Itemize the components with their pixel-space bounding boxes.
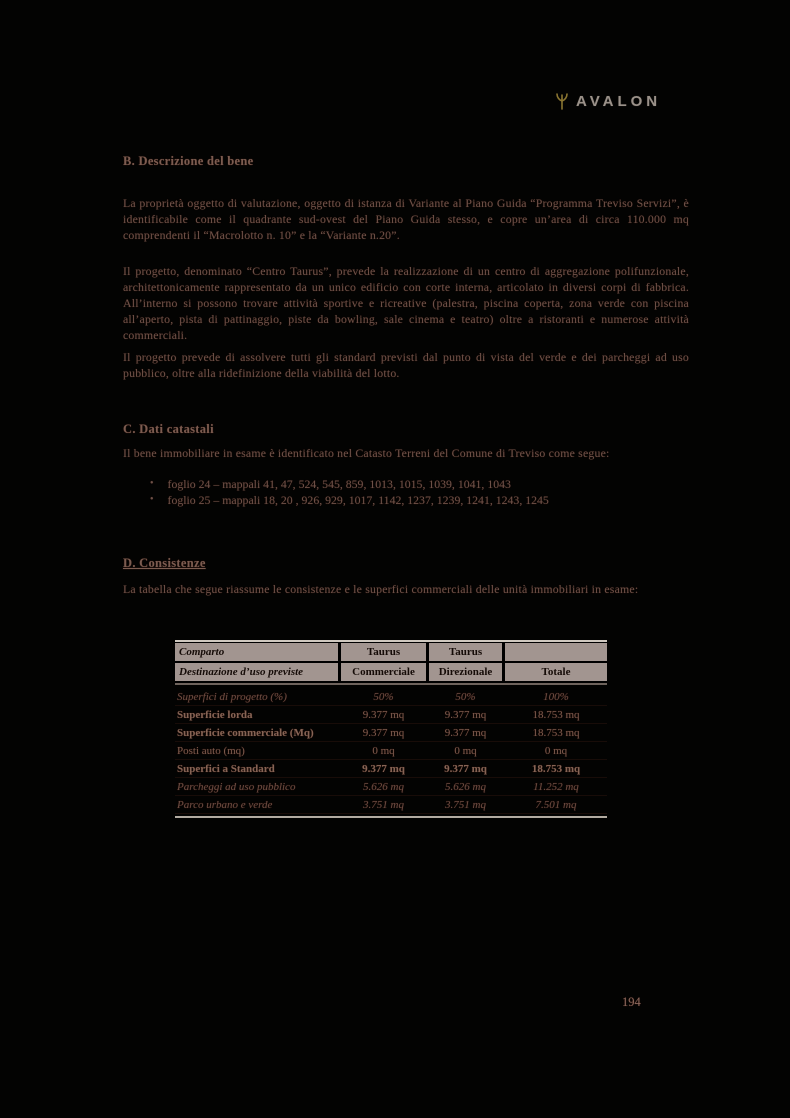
section-b-paragraph-1: La proprietà oggetto di valutazione, oggetto di istanza di Variante al Piano Guida “Programma Treviso Servizi”, è identificabile come il quadrante sud-ovest del Piano Guida stesso, e copre un’area di circa 110.000 mq comprendenti il “Macrolotto n. 10” e la “Variante n.20”.: [123, 196, 689, 242]
header-cell: Commerciale: [341, 663, 426, 681]
consistency-table: [175, 640, 607, 818]
avalon-logo: [553, 91, 661, 111]
table-header: [175, 640, 607, 685]
cadastral-list: [150, 476, 670, 508]
cell-value: 18.753 mq: [531, 762, 581, 775]
table-row: [175, 742, 607, 760]
table-header-row: [175, 643, 607, 661]
list-item: [150, 492, 670, 508]
cell-value: 18.753 mq: [532, 726, 580, 739]
cell-value: 9.377 mq: [362, 762, 405, 775]
header-cell: Direzionale: [429, 663, 502, 681]
row-label: Posti auto (mq): [177, 744, 245, 757]
page-number: 194: [622, 995, 641, 1009]
section-c-heading: C. Dati catastali: [123, 422, 214, 436]
cell-value: 9.377 mq: [444, 726, 487, 739]
cell-value: 11.252 mq: [533, 780, 579, 793]
row-label: Superfici di progetto (%): [177, 690, 287, 703]
row-label: Superficie commerciale (Mq): [177, 726, 314, 739]
cell-value: 9.377 mq: [444, 762, 487, 775]
bullet-icon: •: [150, 494, 154, 505]
cell-value: 9.377 mq: [444, 708, 487, 721]
section-b-heading: B. Descrizione del bene: [123, 154, 254, 168]
list-item: [150, 476, 670, 492]
cell-value: 3.751 mq: [363, 798, 404, 811]
header-cell: Taurus: [341, 643, 426, 661]
cell-value: 0 mq: [372, 744, 395, 757]
cell-value: 50%: [455, 690, 476, 703]
cell-value: 100%: [543, 690, 569, 703]
cell-value: 9.377 mq: [362, 708, 405, 721]
section-b-paragraph-2: Il progetto, denominato “Centro Taurus”, prevede la realizzazione di un centro di aggregazione polifunzionale, architettonicamente rappresentato da un unico edificio con corte interna, articolato in diversi corpi di fabbrica. All’interno si possono trovare attività sportive e ricreative (palestra, piscina coperta, zona verde con piscina all’aperto, pista di pattinaggio, piste da bowling, sale cinema e teatro) oltre a ristoranti e numerose attività commerciali.: [123, 264, 689, 342]
cell-value: 5.626 mq: [363, 780, 404, 793]
cell-value: 18.753 mq: [532, 708, 580, 721]
cell-value: 7.501 mq: [535, 798, 577, 811]
logo-wordmark: AVALON: [576, 92, 662, 110]
list-item-text: foglio 25 – mappali 18, 20 , 926, 929, 1017, 1142, 1237, 1239, 1241, 1243, 1245: [167, 493, 549, 507]
cell-value: 50%: [373, 690, 394, 703]
section-d-heading: D. Consistenze: [123, 556, 206, 570]
avalon-plant-icon: [553, 91, 571, 111]
header-cell: Destinazione d’uso previste: [175, 663, 338, 681]
row-label: Superficie lorda: [177, 708, 253, 721]
table-row: [175, 760, 607, 778]
table-row: [175, 778, 607, 796]
cell-value: 9.377 mq: [362, 726, 405, 739]
list-item-text: foglio 24 – mappali 41, 47, 524, 545, 859, 1013, 1015, 1039, 1041, 1043: [167, 477, 511, 491]
table-row: [175, 706, 607, 724]
row-label: Superfici a Standard: [177, 762, 275, 775]
cell-value: 5.626 mq: [445, 780, 486, 793]
row-label: Parco urbano e verde: [177, 798, 273, 811]
bullet-icon: •: [150, 478, 154, 489]
table-row: [175, 688, 607, 706]
header-cell: Comparto: [175, 643, 338, 661]
table-row: [175, 796, 607, 814]
header-cell: Totale: [505, 663, 607, 681]
table-header-row: [175, 663, 607, 681]
table-body: [175, 685, 607, 818]
section-b-paragraph-3: Il progetto prevede di assolvere tutti gli standard previsti dal punto di vista del verde e dei parcheggi ad uso pubblico, oltre alla ridefinizione della viabilità del lotto.: [123, 350, 689, 380]
table-bottom-rule: [175, 816, 607, 818]
section-c-intro: Il bene immobiliare in esame è identificato nel Catasto Terreni del Comune di Treviso come segue:: [123, 446, 610, 460]
section-d-intro: La tabella che segue riassume le consistenze e le superfici commerciali delle unità immobiliari in esame:: [123, 582, 639, 596]
table-row: [175, 724, 607, 742]
cell-value: 0 mq: [454, 744, 477, 757]
header-cell: Taurus: [429, 643, 502, 661]
header-cell: [505, 643, 607, 661]
cell-value: 0 mq: [544, 744, 568, 757]
row-label: Parcheggi ad uso pubblico: [177, 780, 296, 793]
cell-value: 3.751 mq: [445, 798, 486, 811]
